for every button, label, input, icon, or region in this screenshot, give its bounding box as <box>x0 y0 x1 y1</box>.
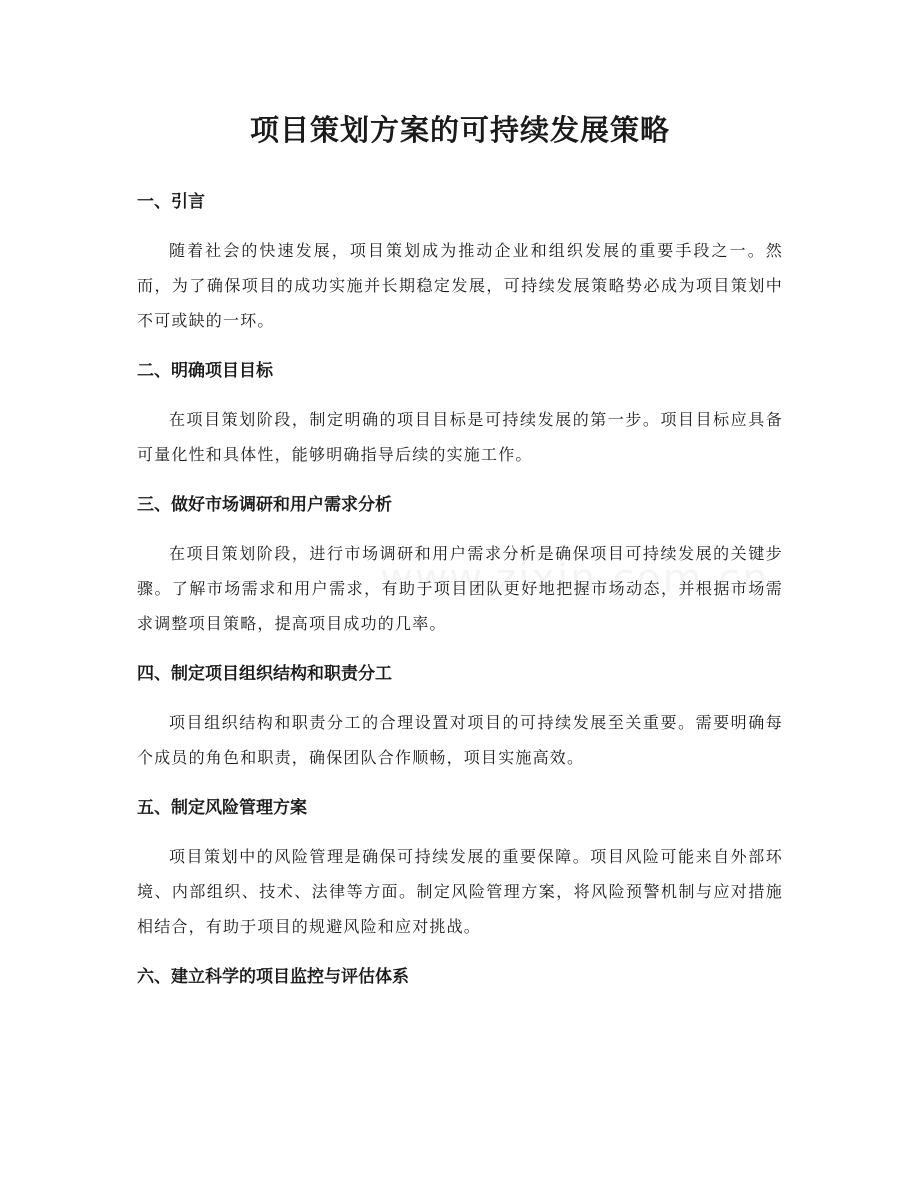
section-heading: 二、明确项目目标 <box>137 361 273 381</box>
section-risk-management <box>137 792 783 944</box>
section-heading: 五、制定风险管理方案 <box>137 798 307 818</box>
section-heading: 四、制定项目组织结构和职责分工 <box>137 664 392 684</box>
section-paragraph: 项目策划中的风险管理是确保可持续发展的重要保障。项目风险可能来自外部环境、内部组织、技术、法律等方面。制定风险管理方案，将风险预警机制与应对措施相结合，有助于项目的规避风险和应对挑战。 <box>137 847 783 936</box>
section-organization-structure <box>137 658 783 775</box>
document-title: 项目策划方案的可持续发展策略 <box>249 113 670 147</box>
section-paragraph: 在项目策划阶段，制定明确的项目目标是可持续发展的第一步。项目目标应具备可量化性和具体性，能够明确指导后续的实施工作。 <box>137 410 783 464</box>
section-project-goals <box>137 355 783 472</box>
section-heading: 六、建立科学的项目监控与评估体系 <box>137 967 409 987</box>
section-heading: 三、做好市场调研和用户需求分析 <box>137 495 392 515</box>
document-body <box>137 186 783 993</box>
section-paragraph: 项目组织结构和职责分工的合理设置对项目的可持续发展至关重要。需要明确每个成员的角色和职责，确保团队合作顺畅，项目实施高效。 <box>137 713 783 767</box>
section-monitoring-evaluation <box>137 961 783 993</box>
section-paragraph: 在项目策划阶段，进行市场调研和用户需求分析是确保项目可持续发展的关键步骤。了解市场需求和用户需求，有助于项目团队更好地把握市场动态，并根据市场需求调整项目策略，提高项目成功的几率。 <box>137 544 783 633</box>
section-market-research <box>137 489 783 641</box>
section-heading: 一、引言 <box>137 192 205 212</box>
section-paragraph: 随着社会的快速发展，项目策划成为推动企业和组织发展的重要手段之一。然而，为了确保项目的成功实施并长期稳定发展，可持续发展策略势必成为项目策划中不可或缺的一环。 <box>137 241 783 330</box>
section-introduction <box>137 186 783 338</box>
